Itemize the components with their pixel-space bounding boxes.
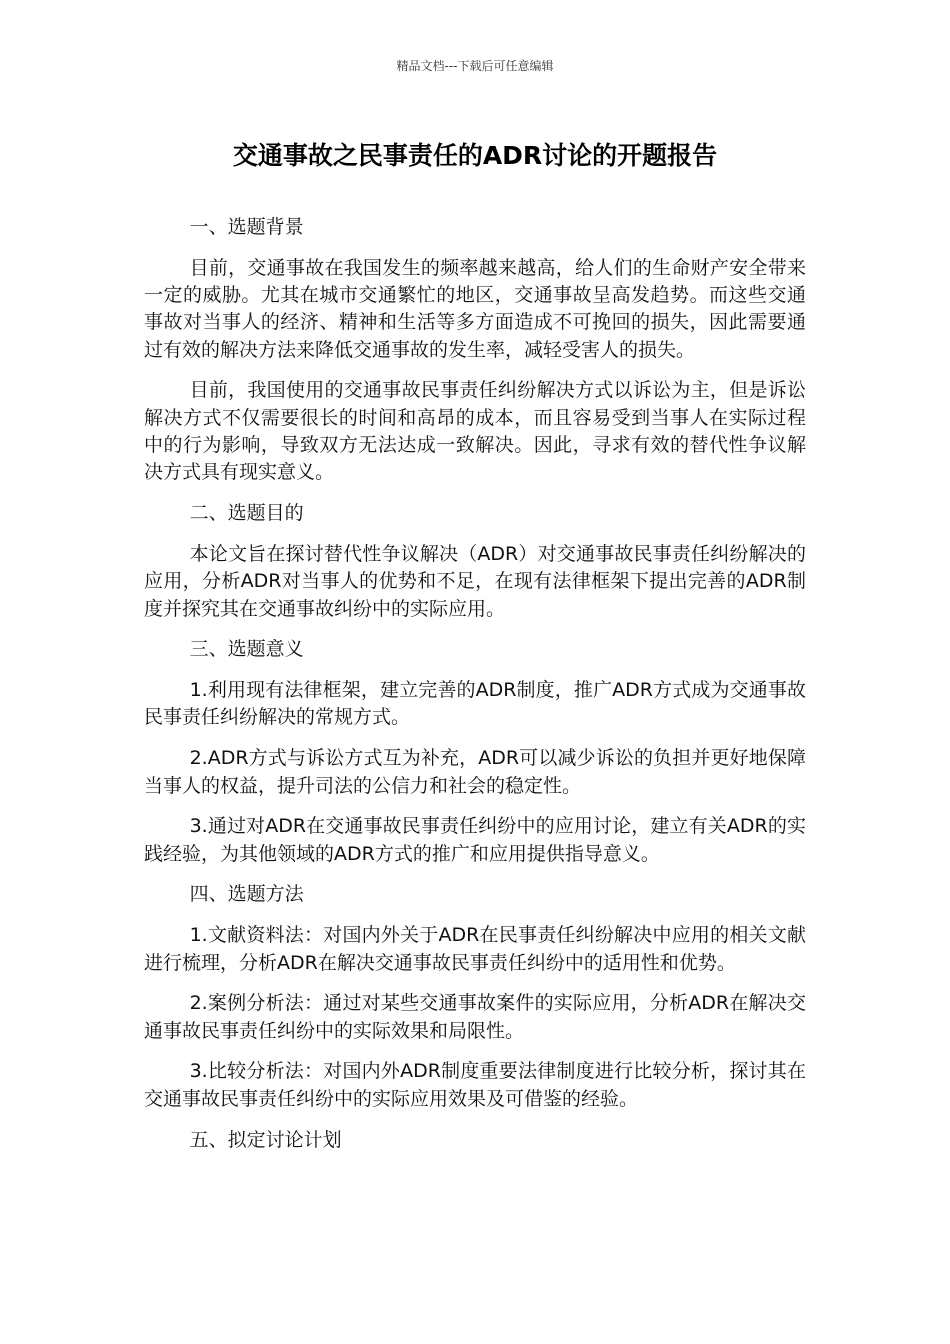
list-item: 2.案例分析法：通过对某些交通事故案件的实际应用，分析ADR在解决交通事故民事责任纠纷中的实际效果和局限性。 — [144, 992, 806, 1042]
body-paragraph: 本论文旨在探讨替代性争议解决（ADR）对交通事故民事责任纠纷解决的应用，分析ADR对当事人的优势和不足，在现有法律框架下提出完善的ADR制度并探究其在交通事故纠纷中的实际应用。 — [144, 542, 806, 620]
body-paragraph: 目前，我国使用的交通事故民事责任纠纷解决方式以诉讼为主，但是诉讼解决方式不仅需要很长的时间和高昂的成本，而且容易受到当事人在实际过程中的行为影响，导致双方无法达成一致解决。因此，寻求有效的替代性争议解决方式具有现实意义。 — [144, 379, 806, 484]
section-heading-purpose: 二、选题目的 — [189, 502, 304, 525]
page-header-watermark: 精品文档---下载后可任意编辑 — [396, 59, 554, 73]
section-heading-methods: 四、选题方法 — [189, 883, 304, 906]
section-heading-background: 一、选题背景 — [189, 216, 304, 238]
document-title: 交通事故之民事责任的ADR讨论的开题报告 — [232, 141, 718, 170]
body-paragraph: 目前，交通事故在我国发生的频率越来越高，给人们的生命财产安全带来一定的威胁。尤其在城市交通繁忙的地区，交通事故呈高发趋势。而这些交通事故对当事人的经济、精神和生活等多方面造成不可挽回的损失，因此需要通过有效的解决方法来降低交通事故的发生率，减轻受害人的损失。 — [144, 256, 806, 361]
list-item: 2.ADR方式与诉讼方式互为补充，ADR可以减少诉讼的负担并更好地保障当事人的权益，提升司法的公信力和社会的稳定性。 — [144, 747, 806, 797]
list-item: 3.通过对ADR在交通事故民事责任纠纷中的应用讨论，建立有关ADR的实践经验，为其他领域的ADR方式的推广和应用提供指导意义。 — [144, 815, 806, 865]
document-body — [144, 214, 806, 1167]
section-heading-significance: 三、选题意义 — [189, 638, 304, 661]
list-item: 1.利用现有法律框架，建立完善的ADR制度，推广ADR方式成为交通事故民事责任纠纷解决的常规方式。 — [144, 679, 806, 729]
list-item: 3.比较分析法：对国内外ADR制度重要法律制度进行比较分析，探讨其在交通事故民事责任纠纷中的实际应用效果及可借鉴的经验。 — [144, 1060, 806, 1110]
section-heading-plan: 五、拟定讨论计划 — [189, 1128, 342, 1151]
list-item: 1.文献资料法：对国内外关于ADR在民事责任纠纷解决中应用的相关文献进行梳理，分析ADR在解决交通事故民事责任纠纷中的适用性和优势。 — [144, 924, 806, 974]
